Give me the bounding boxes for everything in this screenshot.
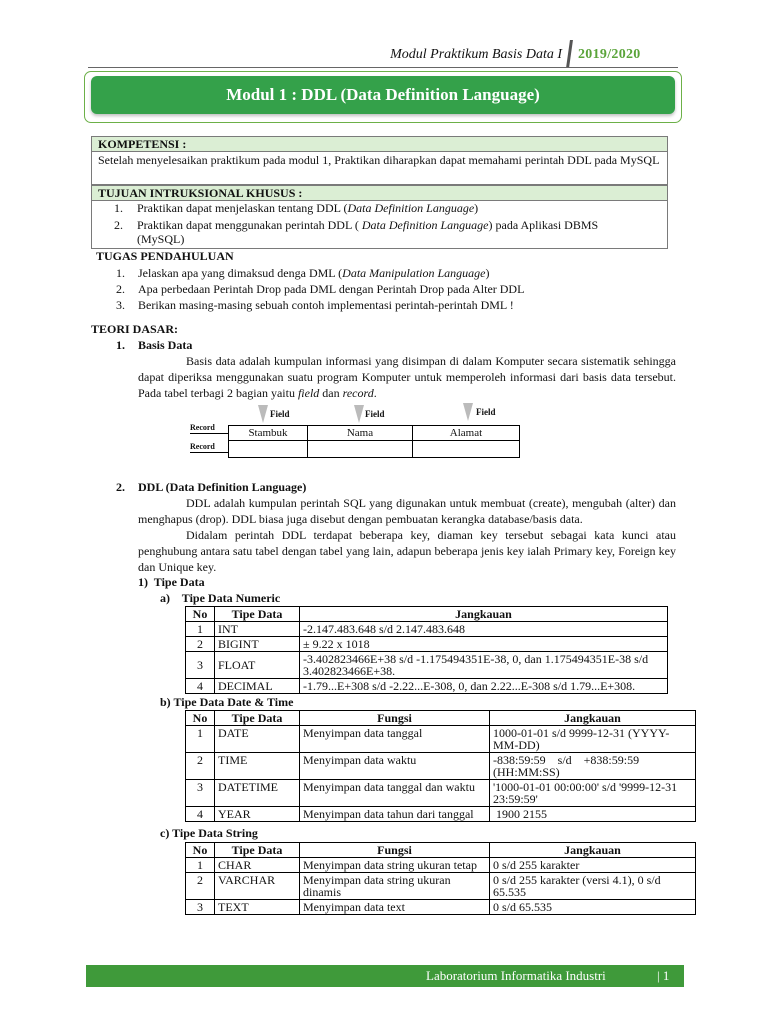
numeric-table (185, 606, 668, 694)
field-label-3: Field (476, 407, 496, 417)
table-cell: -2.147.483.648 s/d 2.147.483.648 (300, 622, 668, 637)
tugas-num-1: 1. (116, 266, 125, 280)
string-table (185, 842, 696, 915)
table-cell: 1900 2155 (490, 807, 696, 822)
section-1-title: Basis Data (138, 338, 193, 352)
table-cell: 1 (186, 726, 215, 753)
field-arrow (463, 403, 473, 421)
tujuan-num-1: 1. (114, 201, 123, 215)
string-header-fungsi: Fungsi (300, 843, 490, 858)
string-label: c) Tipe Data String (160, 826, 258, 840)
table-cell: -1.79...E+308 s/d -2.22...E-308, 0, dan 2.22...E-308 s/d 1.79...E+308. (300, 679, 668, 694)
table-cell: 3 (186, 652, 215, 679)
tipe-data-heading: 1) Tipe Data (138, 575, 205, 589)
field-label-1: Field (270, 409, 290, 419)
table-cell: BIGINT (215, 637, 300, 652)
tugas-item-2: Apa perbedaan Perintah Drop pada DML dengan Perintah Drop pada Alter DDL (138, 282, 525, 296)
numeric-header-no: No (186, 607, 215, 622)
datetime-header-no: No (186, 711, 215, 726)
section-2-paragraph-2: Didalam perintah DDL terdapat beberapa key, diaman key tersebut sebagai kata kunci atau penghubung antara satu tabel dengan tabel yang lain, adapun beberapa jenis key ialah Primary key, Foreign key dan Unique key. (138, 528, 676, 574)
datetime-label: b) Tipe Data Date & Time (160, 695, 294, 709)
record-label-1: Record (190, 423, 215, 432)
table-cell: Menyimpan data text (300, 900, 490, 915)
table-cell: 4 (186, 679, 215, 694)
tugas-heading: TUGAS PENDAHULUAN (96, 249, 234, 263)
table-cell: Menyimpan data tanggal (300, 726, 490, 753)
footer-page-number: | 1 (657, 968, 670, 983)
tugas-num-3: 3. (116, 298, 125, 312)
field-record-table (228, 425, 520, 458)
table-cell: 1 (186, 622, 215, 637)
table-cell: Menyimpan data tahun dari tanggal (300, 807, 490, 822)
numeric-label: a) Tipe Data Numeric (160, 591, 281, 605)
datetime-header-jangkauan: Jangkauan (490, 711, 696, 726)
header-rule (88, 67, 678, 68)
string-header-no: No (186, 843, 215, 858)
table-cell: 1000-01-01 s/d 9999-12-31 (YYYY-MM-DD) (490, 726, 696, 753)
table-cell: Menyimpan data string ukuran tetap (300, 858, 490, 873)
kompetensi-text: Setelah menyelesaikan praktikum pada modul 1, Praktikan diharapkan dapat memahami perintah DDL pada MySQL (91, 152, 668, 185)
kompetensi-box (91, 136, 668, 249)
field-label-2: Field (365, 409, 385, 419)
footer-bar (86, 965, 684, 987)
header-divider (566, 40, 573, 68)
record-arrow (190, 452, 228, 453)
tugas-item-1: Jelaskan apa yang dimaksud denga DML (Data Manipulation Language) (138, 266, 490, 280)
table-cell: 1 (186, 858, 215, 873)
table-cell: INT (215, 622, 300, 637)
section-2-paragraph-1: DDL adalah kumpulan perintah SQL yang digunakan untuk membuat (create), mengubah (alter) dan menghapus (drop). DDL biasa juga disebut dengan pembuatan kerangka database/basis data. (138, 496, 676, 526)
kompetensi-heading: KOMPETENSI : (91, 136, 668, 152)
table-cell: TEXT (215, 900, 300, 915)
datetime-header-fungsi: Fungsi (300, 711, 490, 726)
field-arrow (258, 405, 268, 423)
figure-cell (413, 441, 520, 458)
table-cell: Menyimpan data waktu (300, 753, 490, 780)
table-cell: 2 (186, 637, 215, 652)
field-arrow (354, 405, 364, 423)
section-2-num: 2. (116, 480, 125, 494)
table-cell: DATE (215, 726, 300, 753)
string-header-tipe: Tipe Data (215, 843, 300, 858)
table-cell: 0 s/d 255 karakter (490, 858, 696, 873)
table-cell: '1000-01-01 00:00:00' s/d '9999-12-31 23:59:59' (490, 780, 696, 807)
section-1-paragraph: Basis data adalah kumpulan informasi yang disimpan di dalam Komputer secara sistematik sehingga dapat diperiksa menggunakan suatu program Komputer untuk memperoleh informasi dari basis data tersebut. Pada tabel terbagi 2 bagian yaitu field dan record. (138, 354, 676, 400)
table-cell: 0 s/d 255 karakter (versi 4.1), 0 s/d 65.535 (490, 873, 696, 900)
tujuan-item-1: Praktikan dapat menjelaskan tentang DDL (Data Definition Language) (137, 201, 479, 215)
table-cell: TIME (215, 753, 300, 780)
table-cell: Menyimpan data tanggal dan waktu (300, 780, 490, 807)
figure-col-alamat: Alamat (413, 426, 520, 441)
record-label-2: Record (190, 442, 215, 451)
table-cell: CHAR (215, 858, 300, 873)
figure-cell (308, 441, 413, 458)
table-cell: FLOAT (215, 652, 300, 679)
table-cell: ± 9.22 x 1018 (300, 637, 668, 652)
table-cell: 3 (186, 900, 215, 915)
tujuan-list (91, 201, 668, 249)
table-cell: -838:59:59 s/d +838:59:59 (HH:MM:SS) (490, 753, 696, 780)
teori-heading: TEORI DASAR: (91, 322, 179, 336)
numeric-header-jangkauan: Jangkauan (300, 607, 668, 622)
tugas-num-2: 2. (116, 282, 125, 296)
table-cell: DECIMAL (215, 679, 300, 694)
figure-cell (229, 441, 308, 458)
table-cell: VARCHAR (215, 873, 300, 900)
footer-lab-name: Laboratorium Informatika Industri (426, 968, 606, 983)
numeric-header-tipe: Tipe Data (215, 607, 300, 622)
header-year: 2019/2020 (578, 47, 641, 62)
string-header-jangkauan: Jangkauan (490, 843, 696, 858)
datetime-table (185, 710, 696, 822)
section-1-num: 1. (116, 338, 125, 352)
table-cell: 4 (186, 807, 215, 822)
header-title: Modul Praktikum Basis Data I (390, 47, 562, 62)
tujuan-item-2: Praktikan dapat menggunakan perintah DDL ( Data Definition Language) pada Aplikasi DBMS (MySQL) (137, 218, 599, 246)
table-cell: 3 (186, 780, 215, 807)
table-cell: 0 s/d 65.535 (490, 900, 696, 915)
datetime-header-tipe: Tipe Data (215, 711, 300, 726)
table-cell: Menyimpan data string ukuran dinamis (300, 873, 490, 900)
table-cell: DATETIME (215, 780, 300, 807)
section-2-title: DDL (Data Definition Language) (138, 480, 307, 494)
table-cell: 2 (186, 873, 215, 900)
table-cell: 2 (186, 753, 215, 780)
figure-col-stambuk: Stambuk (229, 426, 308, 441)
table-cell: -3.402823466E+38 s/d -1.175494351E-38, 0, dan 1.175494351E-38 s/d 3.402823466E+38. (300, 652, 668, 679)
tugas-item-3: Berikan masing-masing sebuah contoh implementasi perintah-perintah DML ! (138, 298, 514, 312)
field-record-figure (190, 403, 530, 465)
tujuan-heading: TUJUAN INTRUKSIONAL KHUSUS : (91, 185, 668, 201)
figure-col-nama: Nama (308, 426, 413, 441)
module-title-banner: Modul 1 : DDL (Data Definition Language) (91, 76, 675, 114)
table-cell: YEAR (215, 807, 300, 822)
tujuan-num-2: 2. (114, 218, 123, 232)
record-arrow (190, 433, 228, 434)
